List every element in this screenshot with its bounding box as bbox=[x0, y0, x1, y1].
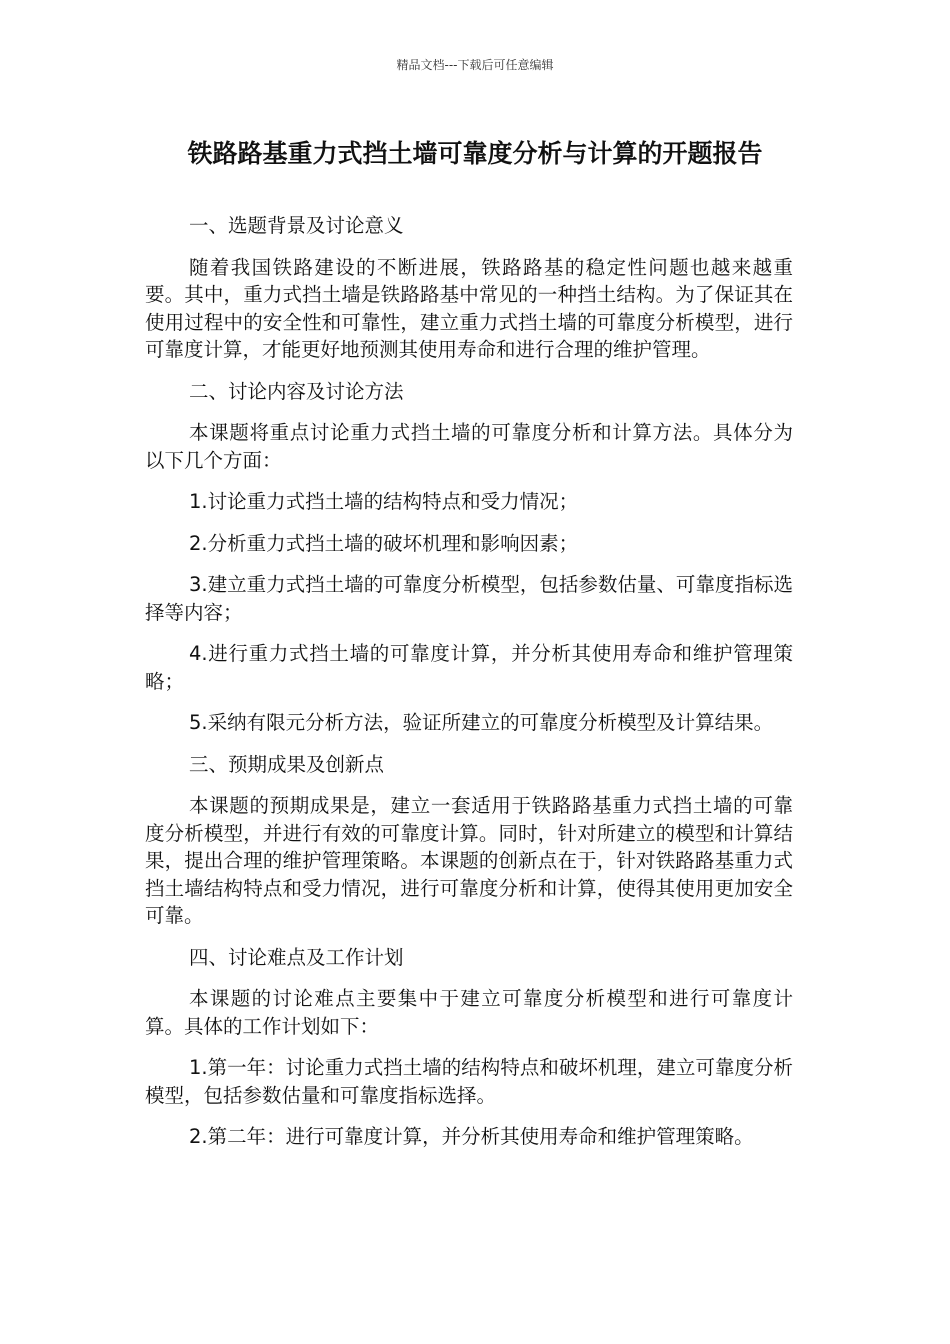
list-item: 2.分析重力式挡土墙的破坏机理和影响因素； bbox=[189, 531, 579, 555]
list-item: 5.采纳有限元分析方法，验证所建立的可靠度分析模型及计算结果。 bbox=[189, 711, 774, 734]
paragraph-outcomes: 本课题的预期成果是，建立一套适用于铁路路基重力式挡土墙的可靠度分析模型，并进行有效的可靠度计算。同时，针对所建立的模型和计算结果，提出合理的维护管理策略。本课题的创新点在于，针对铁路路基重力式挡土墙结构特点和受力情况，进行可靠度分析和计算，使得其使用更加安全可靠。 bbox=[145, 794, 793, 927]
section-heading-difficulties-plan: 四、讨论难点及工作计划 bbox=[189, 945, 404, 969]
page-header: 精品文档---下载后可任意编辑 bbox=[396, 58, 554, 72]
list-item: 1.讨论重力式挡土墙的结构特点和受力情况； bbox=[189, 490, 579, 513]
document-body bbox=[145, 212, 793, 1165]
list-item: 2.第二年：进行可靠度计算，并分析其使用寿命和维护管理策略。 bbox=[189, 1125, 754, 1148]
list-item: 3.建立重力式挡土墙的可靠度分析模型，包括参数估量、可靠度指标选择等内容； bbox=[145, 573, 793, 624]
section-heading-outcomes: 三、预期成果及创新点 bbox=[189, 752, 385, 776]
section-heading-content-methods: 二、讨论内容及讨论方法 bbox=[189, 379, 404, 403]
section-heading-background: 一、选题背景及讨论意义 bbox=[189, 214, 404, 237]
list-item: 4.进行重力式挡土墙的可靠度计算，并分析其使用寿命和维护管理策略； bbox=[145, 642, 793, 693]
paragraph-plan-intro: 本课题的讨论难点主要集中于建立可靠度分析模型和进行可靠度计算。具体的工作计划如下： bbox=[145, 987, 793, 1038]
paragraph-content-intro: 本课题将重点讨论重力式挡土墙的可靠度分析和计算方法。具体分为以下几个方面： bbox=[145, 421, 793, 472]
list-item: 1.第一年：讨论重力式挡土墙的结构特点和破坏机理，建立可靠度分析模型，包括参数估量和可靠度指标选择。 bbox=[145, 1056, 793, 1107]
paragraph-background: 随着我国铁路建设的不断进展，铁路路基的稳定性问题也越来越重要。其中，重力式挡土墙是铁路路基中常见的一种挡土结构。为了保证其在使用过程中的安全性和可靠性，建立重力式挡土墙的可靠度分析模型，进行可靠度计算，才能更好地预测其使用寿命和进行合理的维护管理。 bbox=[145, 255, 793, 361]
document-title: 铁路路基重力式挡土墙可靠度分析与计算的开题报告 bbox=[187, 139, 763, 168]
